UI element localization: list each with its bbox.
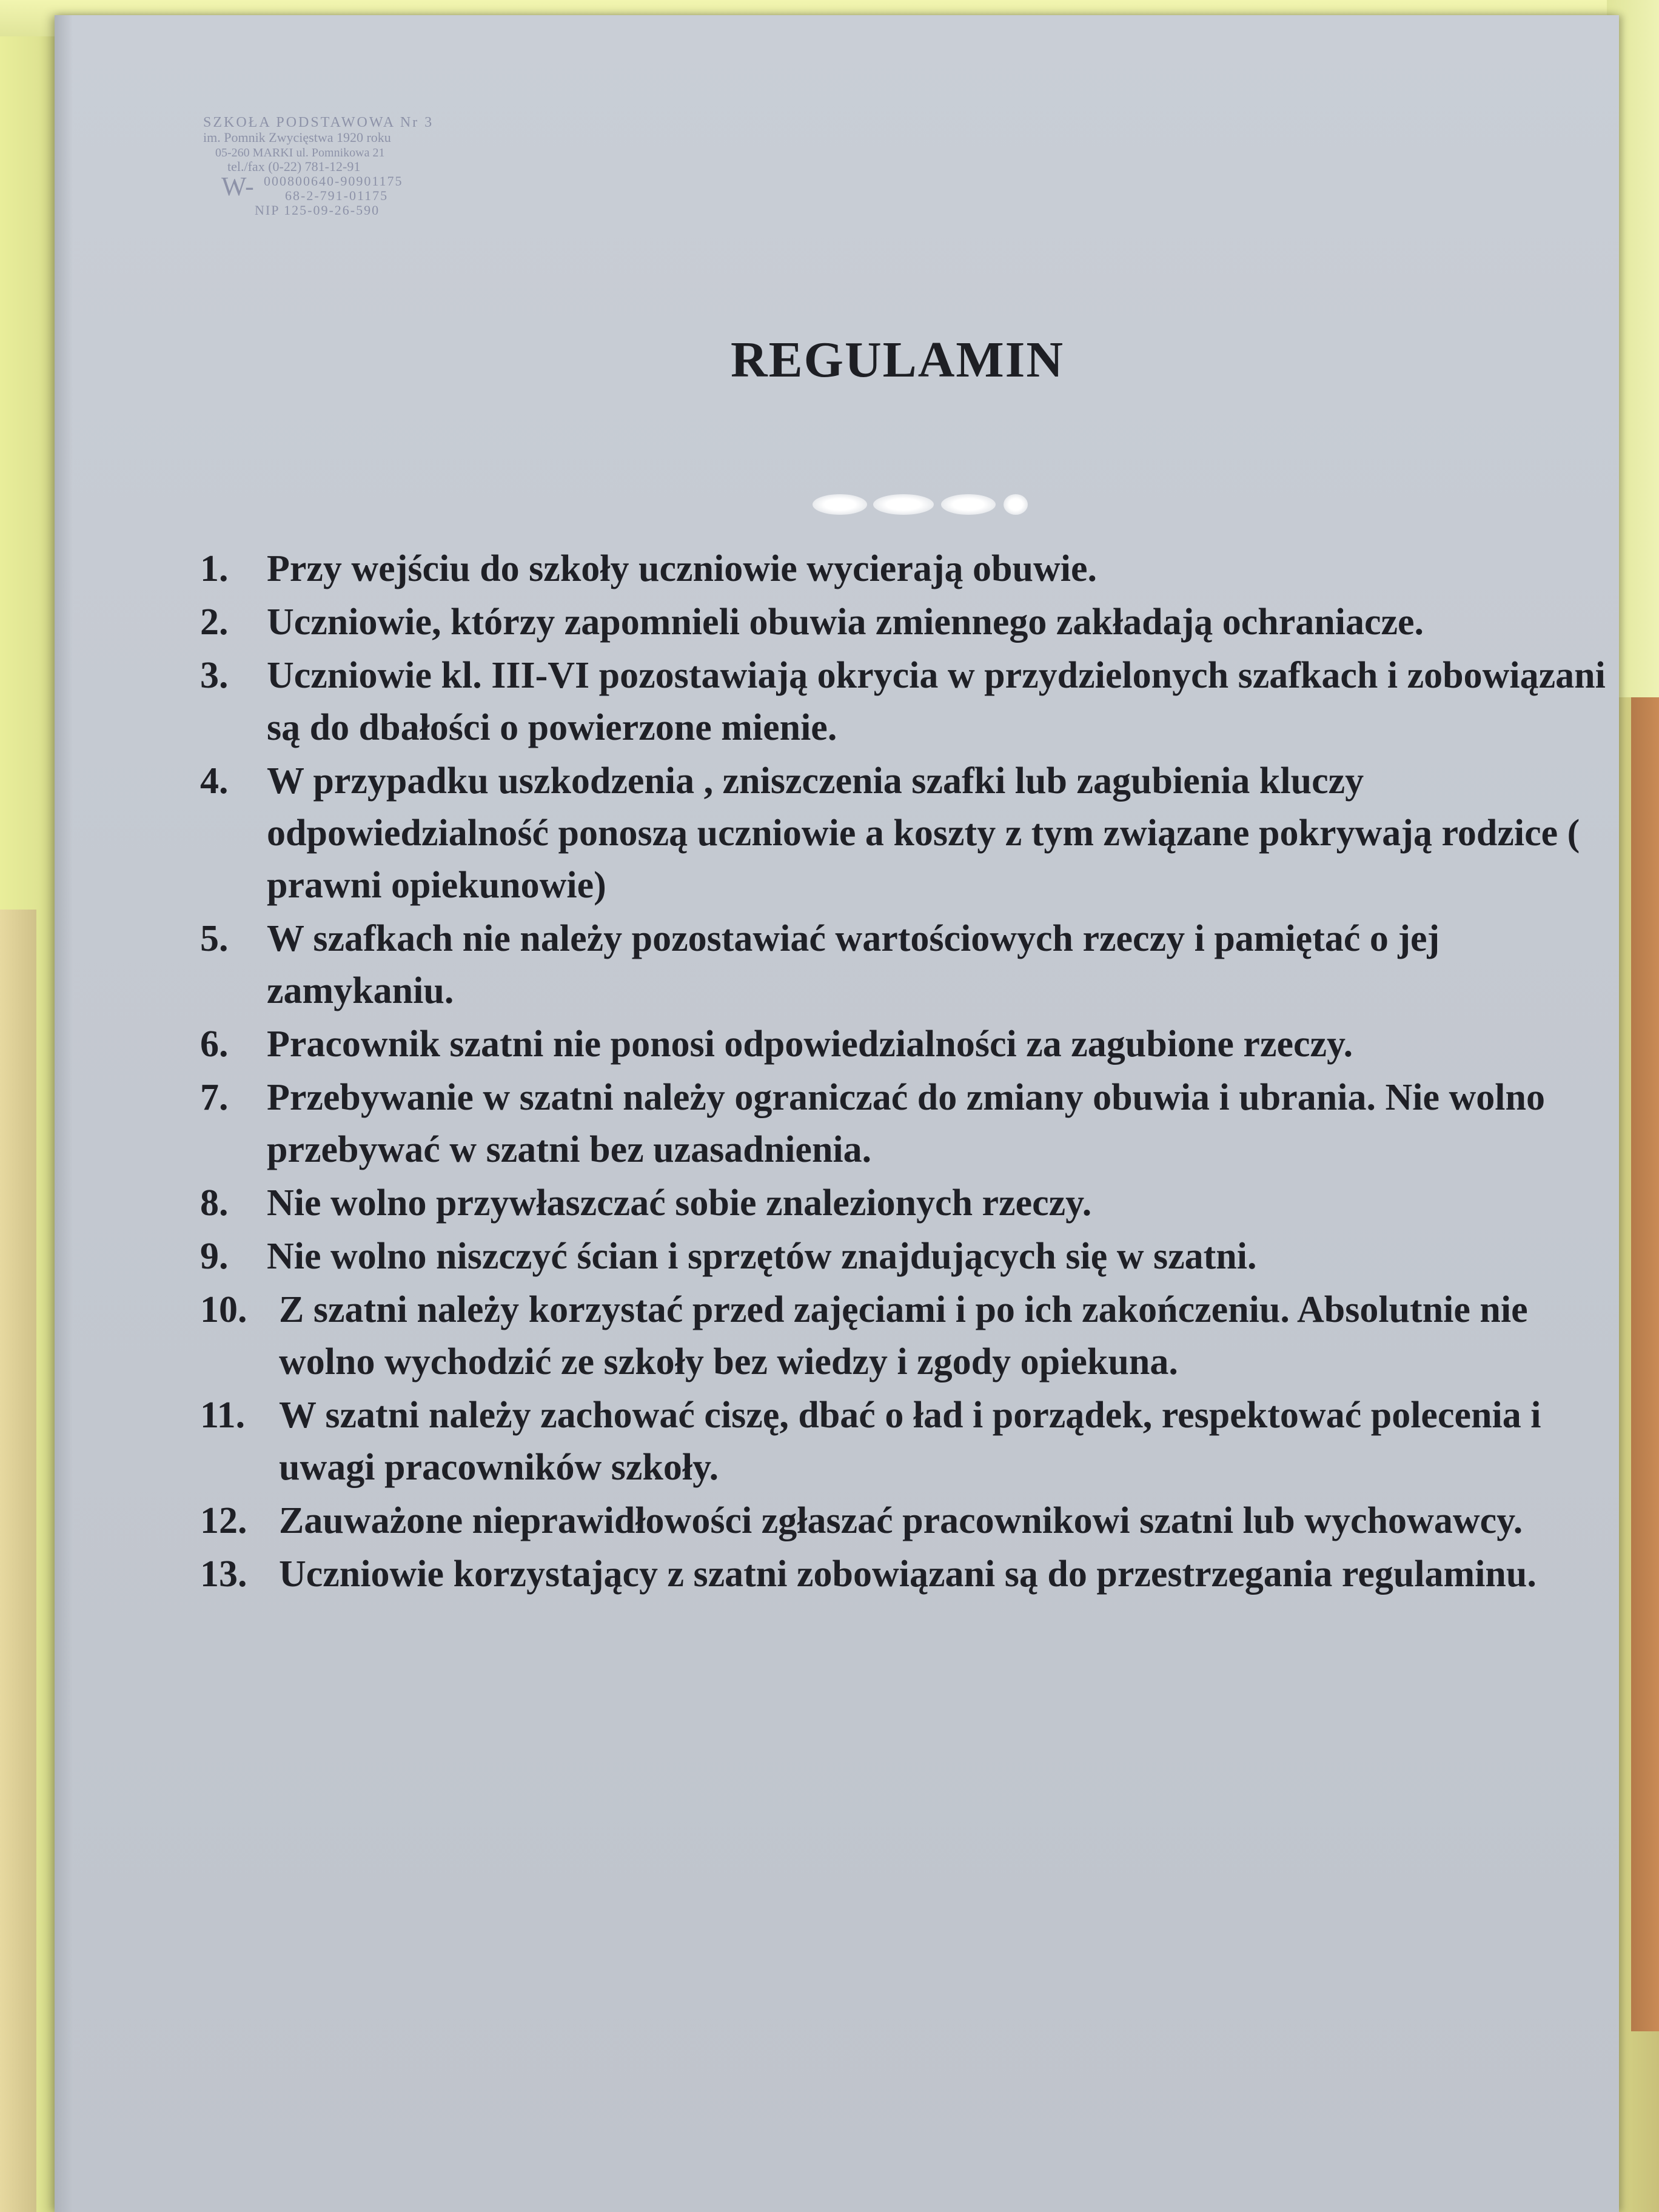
rule-number: 2. bbox=[200, 602, 229, 643]
stamp-mark: W- bbox=[221, 172, 254, 201]
rule-number: 11. bbox=[200, 1395, 246, 1436]
notice-sheet bbox=[55, 15, 1619, 2212]
rule-number: 13. bbox=[200, 1553, 247, 1595]
rule-number: 3. bbox=[200, 655, 229, 696]
rule-number: 10. bbox=[200, 1289, 247, 1330]
rule-text: Uczniowie korzystający z szatni zobowiązani są do przestrzegania regulaminu. bbox=[279, 1553, 1537, 1595]
rule-text: Pracownik szatni nie ponosi odpowiedzialności za zagubione rzeczy. bbox=[267, 1024, 1353, 1065]
rule-item bbox=[200, 1284, 1607, 1388]
rule-number: 7. bbox=[200, 1077, 229, 1118]
rule-text: W szatni należy zachować ciszę, dbać o ład i porządek, respektować polecenia i uwagi pracowników szkoły. bbox=[279, 1395, 1541, 1488]
rule-item bbox=[200, 596, 1607, 648]
rule-text: Uczniowie, którzy zapomnieli obuwia zmiennego zakładają ochraniacze. bbox=[267, 602, 1424, 643]
page-title: REGULAMIN bbox=[730, 332, 1064, 388]
rule-text: W przypadku uszkodzenia , zniszczenia szafki lub zagubienia kluczy odpowiedzialność ponoszą uczniowie a koszty z tym związane pokrywają rodzice ( prawni opiekunowie) bbox=[267, 760, 1580, 906]
rule-text: Przebywanie w szatni należy ograniczać do zmiany obuwia i ubrania. Nie wolno przebywać w szatni bez uzasadnienia. bbox=[267, 1077, 1545, 1170]
rule-number: 6. bbox=[200, 1024, 229, 1065]
rules-list bbox=[200, 543, 1607, 1601]
stamp-line-4: tel./fax (0-22) 781-12-91 bbox=[227, 159, 361, 174]
rule-text: Nie wolno przywłaszczać sobie znalezionych rzeczy. bbox=[267, 1182, 1092, 1224]
rule-text: Nie wolno niszczyć ścian i sprzętów znajdujących się w szatni. bbox=[267, 1236, 1257, 1277]
rule-item bbox=[200, 1177, 1607, 1229]
stamp-line-1: SZKOŁA PODSTAWOWA Nr 3 bbox=[203, 115, 434, 130]
rule-number: 4. bbox=[200, 760, 229, 802]
rule-item bbox=[200, 1495, 1607, 1547]
rule-number: 5. bbox=[200, 918, 229, 959]
right-wood-panel bbox=[1631, 697, 1659, 2031]
school-stamp bbox=[146, 115, 509, 255]
rule-item bbox=[200, 1389, 1607, 1493]
stamp-line-7: NIP 125-09-26-590 bbox=[255, 203, 380, 218]
rule-number: 8. bbox=[200, 1182, 229, 1224]
rule-text: Z szatni należy korzystać przed zajęciami i po ich zakończeniu. Absolutnie nie wolno wychodzić ze szkoły bez wiedzy i zgody opiekuna. bbox=[279, 1289, 1528, 1382]
stamp-line-6: 68-2-791-01175 bbox=[285, 188, 389, 203]
rule-item bbox=[200, 1548, 1607, 1600]
rule-number: 1. bbox=[200, 548, 229, 589]
rule-item bbox=[200, 913, 1607, 1017]
rule-item bbox=[200, 1018, 1607, 1070]
rule-item bbox=[200, 649, 1607, 754]
stamp-line-2: im. Pomnik Zwycięstwa 1920 roku bbox=[203, 130, 391, 145]
rule-item bbox=[200, 1230, 1607, 1282]
rule-number: 12. bbox=[200, 1500, 247, 1541]
rule-text: Uczniowie kl. III-VI pozostawiają okrycia w przydzielonych szafkach i zobowiązani są do dbałości o powierzone mienie. bbox=[267, 655, 1606, 748]
rule-number: 9. bbox=[200, 1236, 229, 1277]
left-door-frame bbox=[0, 910, 36, 2212]
rule-text: Przy wejściu do szkoły uczniowie wycierają obuwie. bbox=[267, 548, 1097, 589]
rule-item bbox=[200, 755, 1607, 911]
rule-item bbox=[200, 1071, 1607, 1176]
rule-item bbox=[200, 543, 1607, 595]
light-glare bbox=[813, 494, 1067, 518]
rule-text: Zauważone nieprawidłowości zgłaszać pracownikowi szatni lub wychowawcy. bbox=[279, 1500, 1523, 1541]
stamp-line-3: 05-260 MARKI ul. Pomnikowa 21 bbox=[215, 146, 385, 159]
rule-text: W szafkach nie należy pozostawiać wartościowych rzeczy i pamiętać o jej zamykaniu. bbox=[267, 918, 1440, 1011]
stamp-line-5: 000800640-90901175 bbox=[264, 173, 403, 189]
